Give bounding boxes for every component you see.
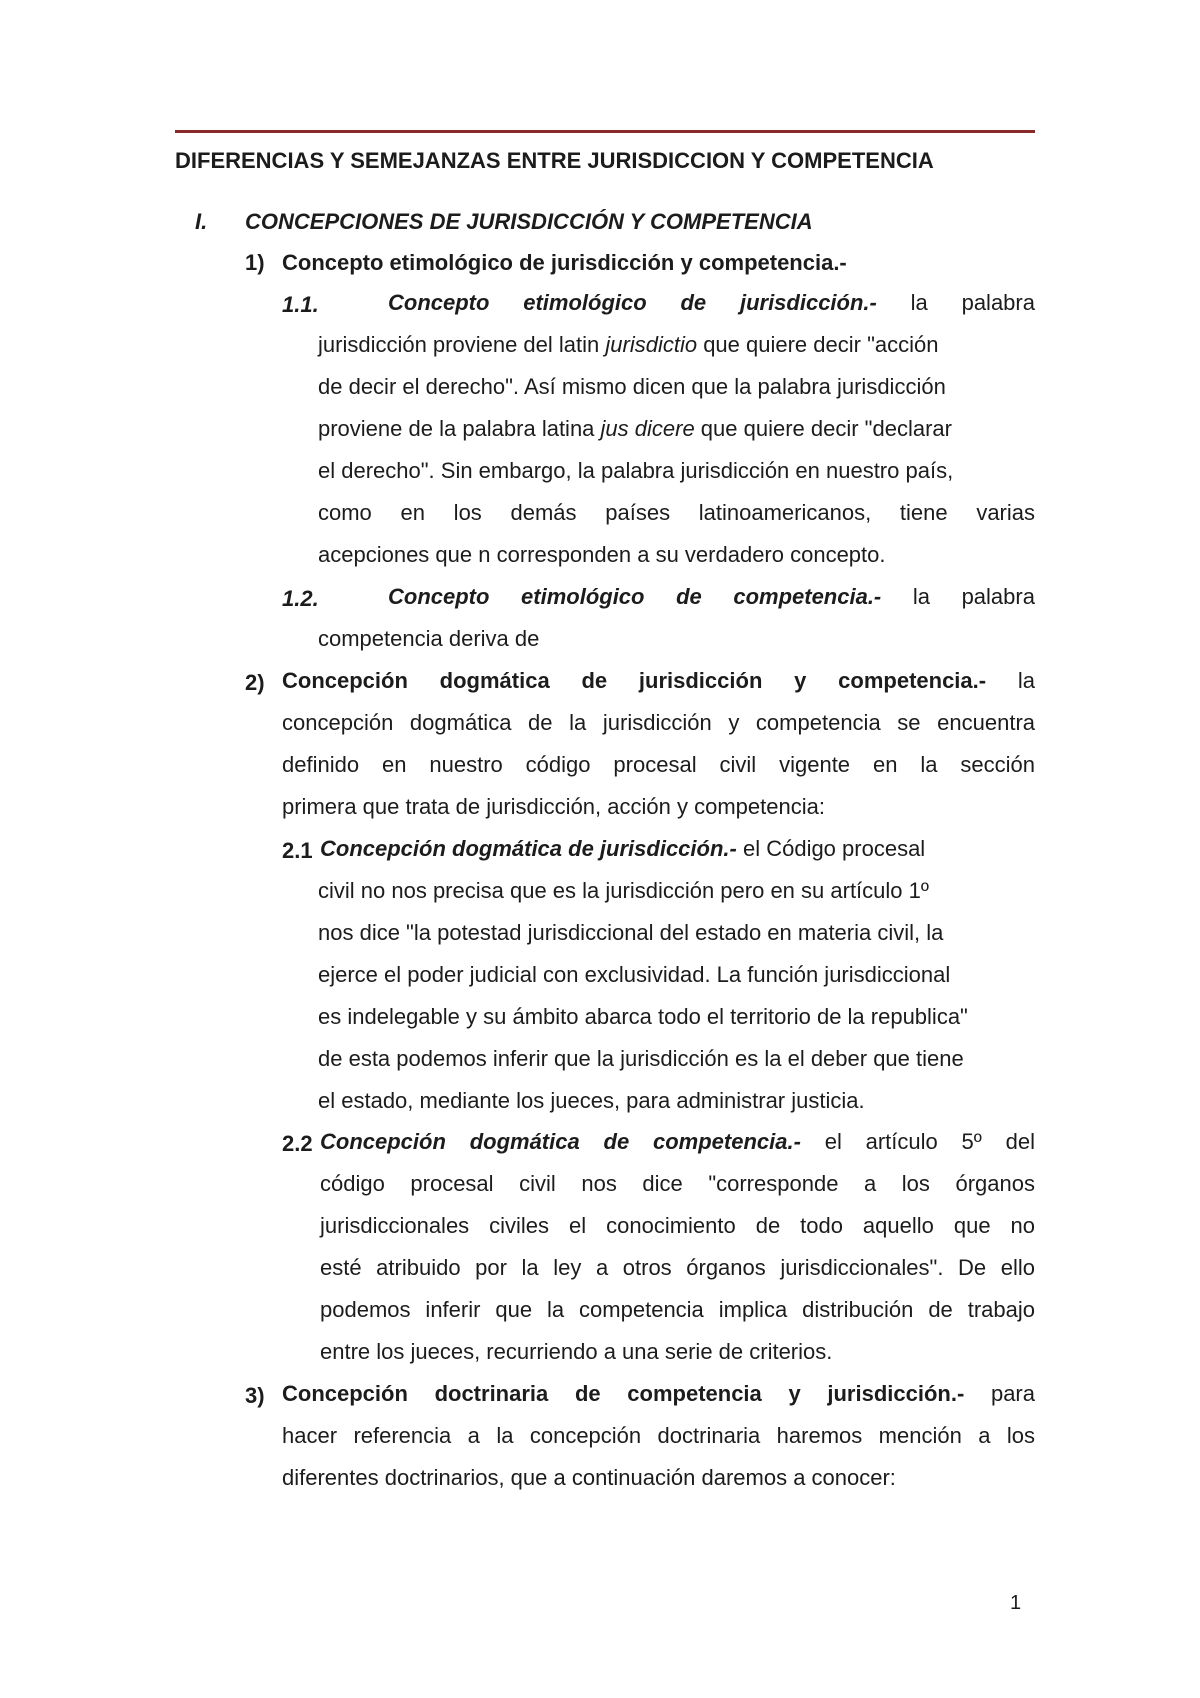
sub11-line-4: proviene de la palabra latina jus dicere que quiere decir "declarar <box>318 416 952 441</box>
item1-number: 1) <box>245 250 265 275</box>
sub22-line: esté atribuido por la ley a otros órganos jurisdiccionales". De ello <box>320 1255 1035 1280</box>
sub11-heading: Concepto etimológico de jurisdicción.- <box>388 290 877 315</box>
sub21-paragraph <box>318 828 1018 1122</box>
sub22-line: entre los jueces, recurriendo a una serie de criterios. <box>320 1339 833 1364</box>
sub22-number: 2.2 <box>282 1131 313 1156</box>
sub11-line: de decir el derecho". Así mismo dicen que la palabra jurisdicción <box>318 374 946 399</box>
sub11-line: acepciones que n corresponden a su verdadero concepto. <box>318 542 886 567</box>
sub21-line: el estado, mediante los jueces, para administrar justicia. <box>318 1088 865 1113</box>
item2-number: 2) <box>245 670 265 695</box>
item3-line: para <box>990 1381 1035 1406</box>
item2-paragraph <box>282 660 1035 828</box>
item1-heading: Concepto etimológico de jurisdicción y competencia.- <box>282 250 847 275</box>
sub11-number: 1.1. <box>282 292 319 317</box>
sub22-line: jurisdiccionales civiles el conocimiento de todo aquello que no <box>320 1213 1035 1238</box>
sub21-line: nos dice "la potestad jurisdiccional del estado en materia civil, la <box>318 920 944 945</box>
latin-term: jus dicere <box>600 416 695 441</box>
sub22-heading: Concepción dogmática de competencia.- <box>320 1129 801 1154</box>
item2-heading: Concepción dogmática de jurisdicción y competencia.- <box>282 668 987 693</box>
sub21-heading: Concepción dogmática de jurisdicción.- <box>320 836 737 861</box>
sub21-line: de esta podemos inferir que la jurisdicción es la el deber que tiene <box>318 1046 964 1071</box>
sub22-paragraph <box>320 1121 1035 1373</box>
item3-line: hacer referencia a la concepción doctrinaria haremos mención a los <box>282 1423 1035 1448</box>
sub11-line: como en los demás países latinoamericanos, tiene varias <box>318 500 1035 525</box>
item3-number: 3) <box>245 1383 265 1408</box>
section-numeral: I. <box>195 209 208 234</box>
sub21-line: ejerce el poder judicial con exclusividad. La función jurisdiccional <box>318 962 951 987</box>
sub22-line: podemos inferir que la competencia implica distribución de trabajo <box>320 1297 1035 1322</box>
item3-line: diferentes doctrinarios, que a continuación daremos a conocer: <box>282 1465 896 1490</box>
sub12-line: competencia deriva de <box>318 626 540 651</box>
sub21-number: 2.1 <box>282 838 313 863</box>
sub22-line: el artículo 5º del <box>824 1129 1035 1154</box>
section-heading: CONCEPCIONES DE JURISDICCIÓN Y COMPETENCIA <box>245 209 813 234</box>
item2-line: definido en nuestro código procesal civil vigente en la sección <box>282 752 1035 777</box>
document-title: DIFERENCIAS Y SEMEJANZAS ENTRE JURISDICCION Y COMPETENCIA <box>175 148 934 173</box>
sub11-line: el derecho". Sin embargo, la palabra jurisdicción en nuestro país, <box>318 458 954 483</box>
item3-paragraph <box>282 1373 1035 1499</box>
item2-line: la <box>1017 668 1035 693</box>
header-rule <box>175 130 1035 133</box>
sub12-heading: Concepto etimológico de competencia.- <box>388 584 882 609</box>
item2-line: primera que trata de jurisdicción, acción y competencia: <box>282 794 825 819</box>
item2-line: concepción dogmática de la jurisdicción y competencia se encuentra <box>282 710 1035 735</box>
page-number: 1 <box>1010 1592 1022 1614</box>
sub12-line: la palabra <box>912 584 1035 609</box>
sub21-line: civil no nos precisa que es la jurisdicción pero en su artículo 1º <box>318 878 929 903</box>
sub11-line: la palabra <box>910 290 1035 315</box>
item3-heading: Concepción doctrinaria de competencia y jurisdicción.- <box>282 1381 965 1406</box>
sub12-paragraph <box>318 576 1035 660</box>
sub21-line: el Código procesal <box>742 836 926 861</box>
sub12-number: 1.2. <box>282 586 319 611</box>
sub11-paragraph <box>318 282 1035 576</box>
sub11-line-2: jurisdicción proviene del latin jurisdictio que quiere decir "acción <box>318 332 939 357</box>
sub22-line: código procesal civil nos dice "corresponde a los órganos <box>320 1171 1035 1196</box>
sub21-line: es indelegable y su ámbito abarca todo el territorio de la republica" <box>318 1004 968 1029</box>
latin-term: jurisdictio <box>605 332 698 357</box>
